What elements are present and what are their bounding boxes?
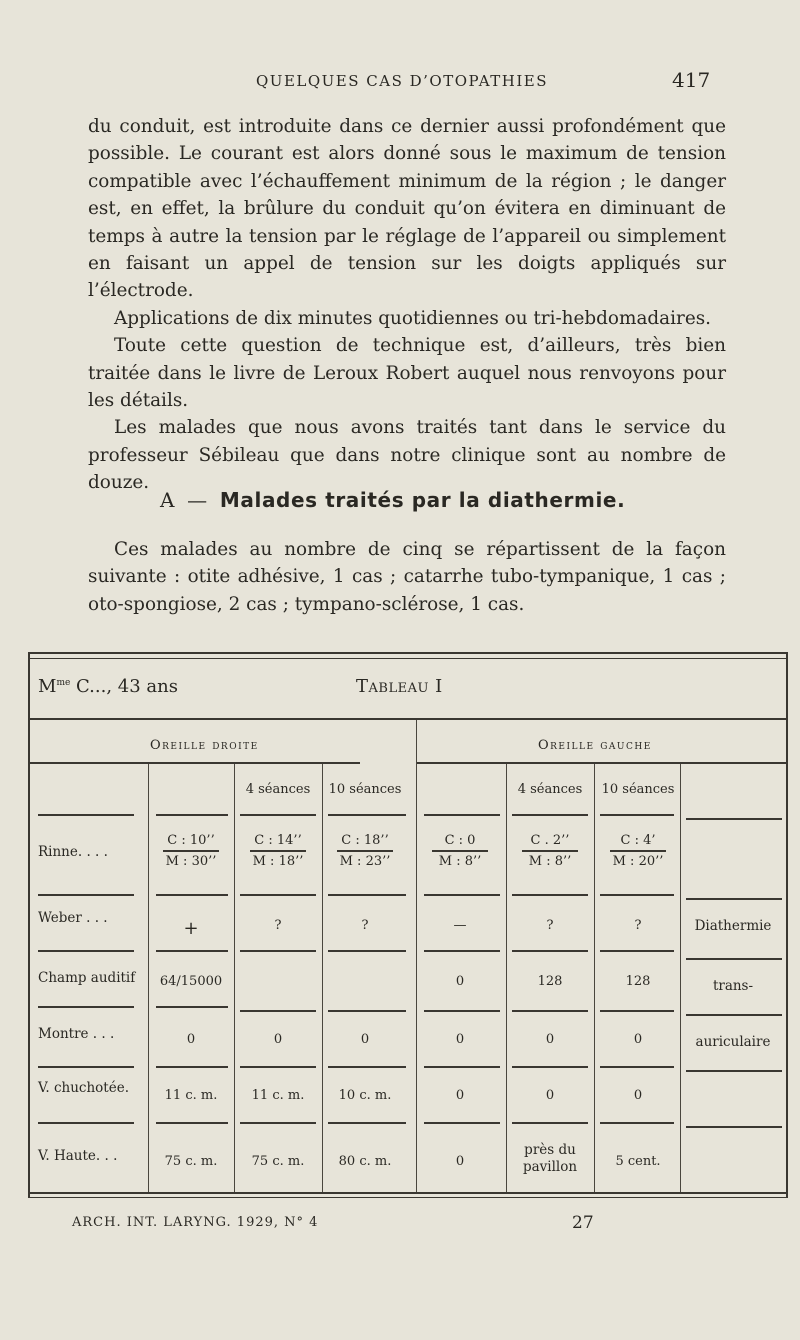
footer bbox=[0, 1215, 800, 1239]
table-tableau-i bbox=[28, 652, 788, 1198]
rinne-c: C : 18’’ bbox=[341, 833, 389, 848]
weber-cell: + bbox=[183, 918, 199, 939]
row-sep bbox=[240, 1010, 316, 1012]
rinne-m: M : 8’’ bbox=[528, 854, 572, 869]
montre-cell: 0 bbox=[273, 1032, 283, 1047]
row-sep bbox=[156, 1006, 228, 1008]
haute-cell: près du pavillon bbox=[522, 1142, 578, 1175]
section-dash: — bbox=[187, 488, 208, 512]
row-sep bbox=[328, 950, 406, 952]
rinne-m: M : 30’’ bbox=[165, 854, 217, 869]
chuchotee-cell: 11 c. m. bbox=[164, 1088, 218, 1103]
running-title: QUELQUES CAS D’OTOPATHIES bbox=[256, 72, 548, 90]
chuchotee-cell: 10 c. m. bbox=[338, 1088, 392, 1103]
section-title: Malades traités par la diathermie. bbox=[219, 488, 626, 512]
row-sep bbox=[424, 1010, 500, 1012]
montre-cell: 0 bbox=[186, 1032, 196, 1047]
row-sep bbox=[240, 894, 316, 896]
row-sep bbox=[600, 1066, 674, 1068]
patient-sup: me bbox=[56, 678, 71, 688]
treatment-note-line-1: Diathermie bbox=[694, 918, 772, 934]
champ-cell: 0 bbox=[455, 974, 465, 989]
row-sep bbox=[600, 814, 674, 816]
rinne-m: M : 23’’ bbox=[339, 854, 391, 869]
rinne-c: C : 10’’ bbox=[167, 833, 215, 848]
chuchotee-cell: 0 bbox=[455, 1088, 465, 1103]
rinne-cell bbox=[507, 832, 593, 870]
row-label-weber: Weber . . . bbox=[38, 910, 108, 926]
row-sep bbox=[686, 898, 782, 900]
table-title: Tableau I bbox=[356, 676, 443, 697]
row-sep bbox=[328, 814, 406, 816]
haute-cell: 5 cent. bbox=[615, 1154, 661, 1169]
row-sep bbox=[328, 1010, 406, 1012]
haute-cell: 75 c. m. bbox=[251, 1154, 305, 1169]
row-sep bbox=[600, 894, 674, 896]
montre-cell: 0 bbox=[633, 1032, 643, 1047]
col-divider-2 bbox=[234, 764, 235, 1192]
rinne-c: C : 0 bbox=[444, 833, 476, 848]
paragraph-applications: Applications de dix minutes quotidiennes ou tri-hebdomadaires. bbox=[114, 307, 711, 329]
rinne-cell bbox=[417, 832, 503, 870]
rinne-cell bbox=[595, 832, 681, 870]
weber-cell: ? bbox=[634, 918, 642, 933]
treatment-note-line-3: auriculaire bbox=[695, 1034, 771, 1050]
row-sep bbox=[424, 814, 500, 816]
table-bottom-rule-thin bbox=[30, 1197, 786, 1198]
rinne-m: M : 8’’ bbox=[438, 854, 482, 869]
body-text bbox=[88, 113, 726, 497]
row-sep bbox=[686, 1014, 782, 1016]
paragraph-reference: Toute cette question de technique est, d’ailleurs, très bien traitée dans le livre de Leroux Robert auquel nous renvoyons pour les détails. bbox=[88, 335, 726, 412]
haute-cell: 75 c. m. bbox=[164, 1154, 218, 1169]
weber-cell: ? bbox=[361, 918, 369, 933]
row-sep bbox=[240, 950, 316, 952]
rinne-cell bbox=[148, 832, 234, 870]
right-ear-header: Oreille droite bbox=[150, 738, 259, 753]
journal-reference: ARCH. INT. LARYNG. 1929, N° 4 bbox=[72, 1215, 319, 1230]
row-sep bbox=[686, 1126, 782, 1128]
patient-label bbox=[38, 676, 178, 697]
row-sep bbox=[424, 894, 500, 896]
section-heading bbox=[160, 488, 720, 512]
row-sep bbox=[38, 894, 134, 896]
table-top-rule bbox=[30, 652, 786, 654]
weber-cell: — bbox=[453, 918, 467, 933]
montre-cell: 0 bbox=[360, 1032, 370, 1047]
row-sep bbox=[328, 1122, 406, 1124]
row-sep bbox=[156, 950, 228, 952]
left-ear-header: Oreille gauche bbox=[538, 738, 652, 753]
table-bottom-rule bbox=[30, 1192, 786, 1194]
row-label-voix-haute: V. Haute. . . bbox=[38, 1148, 118, 1164]
paragraph-technique: du conduit, est introduite dans ce dernier aussi profondément que possible. Le courant est alors donné sous le maximum de tension compatible avec l’échauffement minimum de la région ; le danger est, en effet, la brûlure du conduit qu’on évitera en diminuant de temps à autre la tension par le réglage de l’appareil ou simplement en faisant un appel de tension sur les doigts appliqués sur l’électrode. bbox=[88, 116, 726, 302]
row-sep bbox=[240, 814, 316, 816]
row-sep bbox=[600, 1010, 674, 1012]
col-divider-3 bbox=[322, 764, 323, 1192]
row-sep bbox=[424, 950, 500, 952]
champ-cell: 64/15000 bbox=[159, 974, 223, 989]
col-divider-center bbox=[416, 720, 417, 1192]
row-sep bbox=[156, 1066, 228, 1068]
row-sep bbox=[424, 1122, 500, 1124]
right-ear-rule bbox=[30, 762, 360, 764]
champ-cell: 128 bbox=[625, 974, 651, 989]
chuchotee-cell: 0 bbox=[545, 1088, 555, 1103]
row-label-montre: Montre . . . bbox=[38, 1026, 115, 1042]
row-sep bbox=[600, 1122, 674, 1124]
row-sep bbox=[38, 814, 134, 816]
rinne-m: M : 18’’ bbox=[252, 854, 304, 869]
row-sep bbox=[512, 950, 588, 952]
running-head bbox=[0, 68, 800, 102]
row-sep bbox=[156, 814, 228, 816]
row-sep bbox=[328, 1066, 406, 1068]
paragraph-patients: Les malades que nous avons traités tant dans le service du professeur Sébileau que dans notre clinique sont au nombre de douze. bbox=[88, 417, 726, 494]
session-header: 4 séances bbox=[245, 782, 311, 797]
treatment-note-line-2: trans- bbox=[712, 978, 754, 994]
row-sep bbox=[328, 894, 406, 896]
row-sep bbox=[512, 894, 588, 896]
montre-cell: 0 bbox=[545, 1032, 555, 1047]
row-sep bbox=[686, 818, 782, 820]
row-sep bbox=[38, 1122, 134, 1124]
intro-text bbox=[88, 536, 726, 618]
row-sep bbox=[240, 1066, 316, 1068]
row-sep bbox=[686, 958, 782, 960]
rinne-c: C : 4’ bbox=[620, 833, 656, 848]
paragraph-distribution: Ces malades au nombre de cinq se répartissent de la façon suivante : otite adhésive, 1 cas ; catarrhe tubo-tympanique, 1 cas ; oto-spongiose, 2 cas ; tympano-sclérose, 1 cas. bbox=[88, 539, 726, 615]
row-sep bbox=[600, 950, 674, 952]
chuchotee-cell: 11 c. m. bbox=[251, 1088, 305, 1103]
session-header: 10 séances bbox=[328, 782, 402, 797]
patient-prefix: M bbox=[38, 676, 57, 697]
row-sep bbox=[38, 1066, 134, 1068]
rinne-m: M : 20’’ bbox=[612, 854, 664, 869]
champ-cell: 128 bbox=[537, 974, 563, 989]
row-sep bbox=[38, 950, 134, 952]
montre-cell: 0 bbox=[455, 1032, 465, 1047]
haute-cell: 80 c. m. bbox=[338, 1154, 392, 1169]
haute-cell: 0 bbox=[455, 1154, 465, 1169]
row-label-rinne: Rinne. . . . bbox=[38, 844, 108, 860]
weber-cell: ? bbox=[274, 918, 282, 933]
patient-rest: C..., 43 ans bbox=[70, 676, 178, 697]
weber-cell: ? bbox=[546, 918, 554, 933]
table-top-rule-thin bbox=[30, 658, 786, 659]
row-sep bbox=[156, 1122, 228, 1124]
row-label-champ-auditif: Champ auditif bbox=[38, 970, 136, 986]
row-sep bbox=[156, 894, 228, 896]
row-sep bbox=[240, 1122, 316, 1124]
row-sep bbox=[512, 1066, 588, 1068]
row-sep bbox=[512, 814, 588, 816]
row-sep bbox=[512, 1122, 588, 1124]
rinne-c: C : 14’’ bbox=[254, 833, 302, 848]
table-title-rule bbox=[30, 718, 786, 720]
chuchotee-cell: 0 bbox=[633, 1088, 643, 1103]
row-sep bbox=[512, 1010, 588, 1012]
row-sep bbox=[686, 1070, 782, 1072]
row-label-voix-chuchotee: V. chuchotée. bbox=[38, 1080, 129, 1096]
section-letter: A bbox=[160, 488, 175, 512]
rinne-c: C . 2’’ bbox=[530, 833, 570, 848]
rinne-cell bbox=[322, 832, 408, 870]
row-sep bbox=[38, 1006, 134, 1008]
rinne-cell bbox=[235, 832, 321, 870]
page-number: 417 bbox=[672, 68, 711, 92]
sheet-number: 27 bbox=[572, 1213, 594, 1233]
session-header: 10 séances bbox=[601, 782, 675, 797]
row-sep bbox=[424, 1066, 500, 1068]
left-ear-rule bbox=[416, 762, 786, 764]
session-header: 4 séances bbox=[517, 782, 583, 797]
